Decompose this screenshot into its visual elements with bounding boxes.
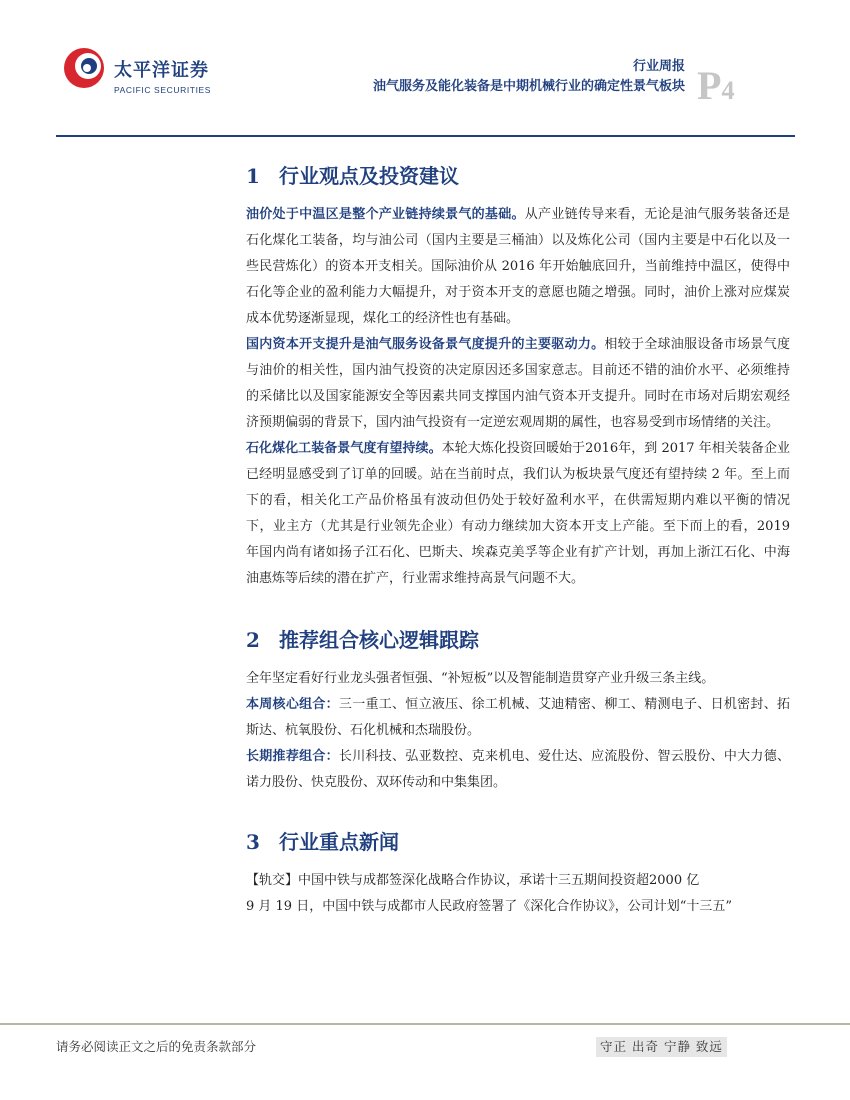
- header-divider: [56, 135, 795, 137]
- core-portfolio-paragraph: 本周核心组合：三一重工、恒立液压、徐工机械、艾迪精密、柳工、精测电子、日机密封、拓斯达、杭氧股份、石化机械和杰瑞股份。: [246, 697, 790, 738]
- section-2-heading: 2 推荐组合核心逻辑跟踪: [246, 628, 479, 652]
- section-2-intro: 全年坚定看好行业龙头强者恒强、“补短板”以及智能制造贯穿产业升级三条主线。: [246, 671, 715, 686]
- footer-motto: 守正 出奇 宁静 致远: [596, 1037, 727, 1057]
- page-number: P4: [697, 63, 735, 108]
- footer-divider: [0, 1023, 850, 1025]
- section-1-paragraph: 油价处于中温区是整个产业链持续景气的基础。从产业链传导来看，无论是油气服务装备还是石化煤化工装备，均与油公司（国内主要是三桶油）以及炼化公司（国内主要是中石化以及一些民营炼化）的资本开支相关。国际油价从 2016 年开始触底回升，当前维持中温区，使得中石化等企业的盈利能力大幅提升，对于资本开支的意愿也随之增强。同时，油价上涨对应煤炭成本优势逐渐显现，煤化工的经济性也有基础。: [246, 207, 790, 326]
- news-body: 9 月 19 日，中国中铁与成都市人民政府签署了《深化合作协议》，公司计划“十三五”: [246, 899, 733, 914]
- footer-disclaimer: 请务必阅读正文之后的免责条款部分: [56, 1039, 257, 1054]
- pacific-securities-logo-icon: [62, 46, 106, 90]
- section-1-paragraph: 石化煤化工装备景气度有望持续。本轮大炼化投资回暖始于2016年，到 2017 年相关装备企业已经明显感受到了订单的回暖。站在当前时点，我们认为板块景气度还有望持续 2 年。至上而下的看，相关化工产品价格虽有波动但仍处于较好盈利水平，在供需短期内难以平衡的情况下，业主方（尤其是行业领先企业）有动力继续加大资本开支上产能。至下而上的看，2019 年国内尚有诸如扬子江石化、巴斯夫、埃森克美孚等企业有扩产计划，再加上浙江石化、中海油惠炼等后续的潜在扩产，行业需求维持高景气问题不大。: [246, 441, 790, 586]
- company-name-cn: 太平洋证券: [114, 60, 209, 81]
- company-name-en: PACIFIC SECURITIES: [114, 85, 212, 95]
- report-title: 油气服务及能化装备是中期机械行业的确定性景气板块: [372, 79, 685, 94]
- section-1-heading: 1 行业观点及投资建议: [246, 164, 459, 188]
- report-type: 行业周报: [632, 59, 685, 74]
- long-term-portfolio-paragraph: 长期推荐组合：长川科技、弘亚数控、克来机电、爱仕达、应流股份、智云股份、中大力德、诺力股份、快克股份、双环传动和中集集团。: [246, 749, 790, 790]
- section-1-paragraph: 国内资本开支提升是油气服务设备景气度提升的主要驱动力。相较于全球油服设备市场景气度与油价的相关性，国内油气投资的决定原因还多国家意志。目前还不错的油价水平、必须维持的采储比以及国家能源安全等因素共同支撑国内油气资本开支提升。同时在市场对后期宏观经济预期偏弱的背景下，国内油气投资有一定逆宏观周期的属性，也容易受到市场情绪的关注。: [246, 337, 790, 430]
- section-3-heading: 3 行业重点新闻: [246, 830, 399, 854]
- news-headline: 【轨交】中国中铁与成都签深化战略合作协议，承诺十三五期间投资超2000 亿: [246, 873, 700, 888]
- main-content: [246, 162, 790, 920]
